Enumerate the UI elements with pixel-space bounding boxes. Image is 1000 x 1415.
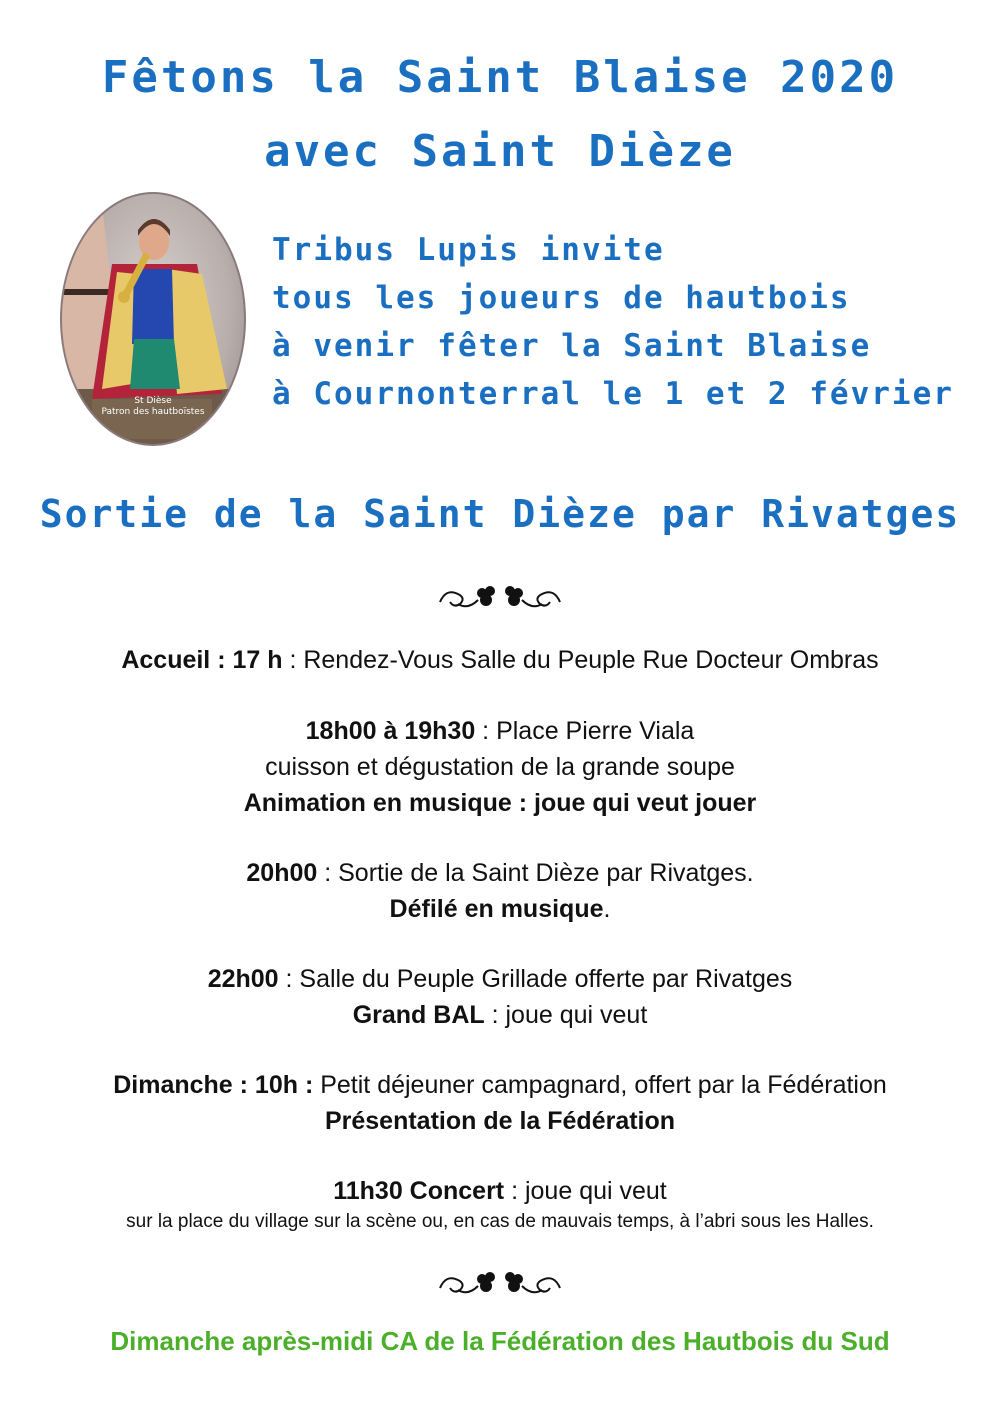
program-accueil bbox=[0, 642, 1000, 678]
program-slot bbox=[0, 713, 1000, 749]
fleuron-ornament-icon bbox=[438, 582, 562, 612]
program-slot bbox=[0, 961, 1000, 997]
program-slot bbox=[0, 855, 1000, 891]
program-time-label: 11h30 Concert bbox=[333, 1177, 505, 1205]
page-title-line2: avec Saint Dièze bbox=[264, 126, 736, 177]
portrait-caption-line2: Patron des hautboïstes bbox=[101, 407, 205, 417]
program-highlight: Animation en musique : joue qui veut jouer bbox=[243, 789, 757, 817]
program-note: sur la place du village sur la scène ou, en cas de mauvais temps, à l’abri sous les Halles. bbox=[126, 1211, 874, 1232]
program-time-label: Accueil : 17 h bbox=[121, 646, 283, 674]
saint-dieze-portrait bbox=[60, 192, 246, 446]
program-highlight: Défilé en musique. bbox=[389, 895, 611, 923]
invite-line: Tribus Lupis invite bbox=[272, 232, 665, 268]
portrait-caption-line1: St Dièse bbox=[134, 396, 172, 406]
section-subtitle: Sortie de la Saint Dièze par Rivatges bbox=[39, 492, 961, 536]
program-highlight: Présentation de la Fédération bbox=[324, 1107, 676, 1135]
program-slot bbox=[0, 1173, 1000, 1209]
program-highlight: Grand BAL : joue qui veut bbox=[352, 1001, 648, 1029]
program-time-label: Dimanche : 10h : bbox=[113, 1071, 314, 1099]
program-text: Petit déjeuner campagnard, offert par la Fédération bbox=[313, 1071, 887, 1099]
program-text: : joue qui veut bbox=[504, 1177, 667, 1205]
program-time-label: 18h00 à 19h30 bbox=[305, 717, 476, 745]
program-text: cuisson et dégustation de la grande soupe bbox=[265, 753, 735, 781]
program-time-label: 22h00 bbox=[207, 965, 279, 993]
footer-note: Dimanche après-midi CA de la Fédération des Hautbois du Sud bbox=[110, 1326, 890, 1356]
program-slot bbox=[0, 1067, 1000, 1103]
invite-line: à Cournonterral le 1 et 2 février bbox=[272, 376, 954, 412]
invite-line: tous les joueurs de hautbois bbox=[272, 280, 851, 316]
page-title-line1: Fêtons la Saint Blaise 2020 bbox=[101, 52, 899, 103]
program-text: : Rendez-Vous Salle du Peuple Rue Docteur Ombras bbox=[282, 646, 879, 674]
fleuron-ornament-icon bbox=[438, 1268, 562, 1298]
program-text: : Place Pierre Viala bbox=[475, 717, 695, 745]
program-text: : Salle du Peuple Grillade offerte par Rivatges bbox=[278, 965, 793, 993]
invite-line: à venir fêter la Saint Blaise bbox=[272, 328, 872, 364]
program-text: : Sortie de la Saint Dièze par Rivatges. bbox=[317, 859, 754, 887]
program-time-label: 20h00 bbox=[246, 859, 318, 887]
